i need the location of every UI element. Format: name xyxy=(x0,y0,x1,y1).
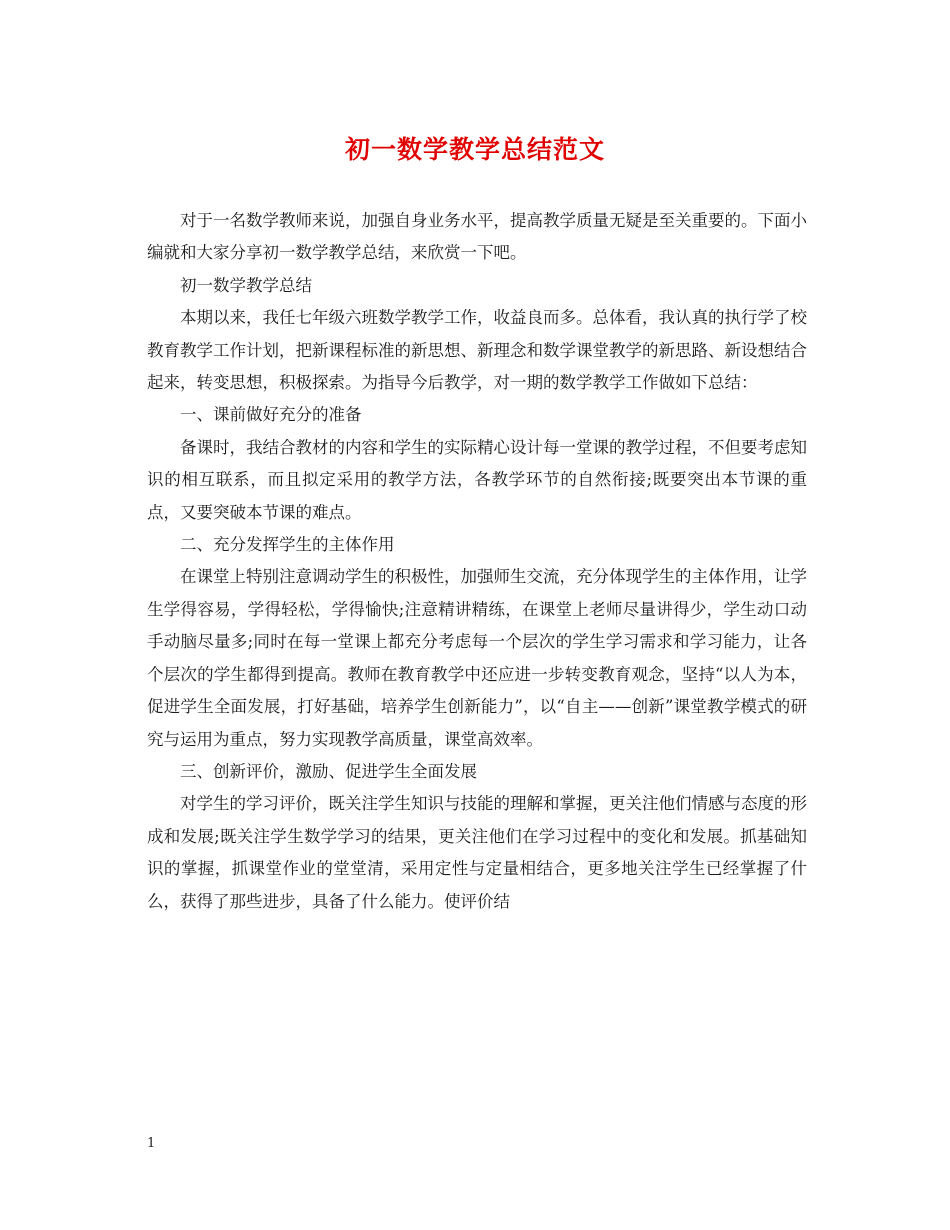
section-heading-1: 一、课前做好充分的准备 xyxy=(180,405,362,425)
document-title: 初一数学教学总结范文 xyxy=(344,135,605,164)
paragraph-section-3: 对学生的学习评价，既关注学生知识与技能的理解和掌握，更关注他们情感与态度的形成和发展;既关注学生数学学习的结果，更关注他们在学习过程中的变化和发展。抓基础知识的掌握，抓课堂作业的堂堂清，采用定性与定量相结合，更多地关注学生已经掌握了什么，获得了那些进步，具备了什么能力。使评价结 xyxy=(147,794,807,911)
section-heading-3: 三、创新评价，激励、促进学生全面发展 xyxy=(180,761,477,781)
document-body xyxy=(147,205,807,918)
paragraph-section-1: 备课时，我结合教材的内容和学生的实际精心设计每一堂课的教学过程，不但要考虑知识的相互联系，而且拟定采用的教学方法，各教学环节的自然衔接;既要突出本节课的重点，又要突破本节课的难点。 xyxy=(147,437,807,522)
page-number: 1 xyxy=(147,1136,156,1151)
paragraph-subtitle: 初一数学教学总结 xyxy=(180,275,312,295)
paragraph-intro: 对于一名数学教师来说，加强自身业务水平，提高教学质量无疑是至关重要的。下面小编就和大家分享初一数学教学总结，来欣赏一下吧。 xyxy=(147,211,807,263)
paragraph-section-2: 在课堂上特别注意调动学生的积极性，加强师生交流，充分体现学生的主体作用，让学生学得容易，学得轻松，学得愉快;注意精讲精练，在课堂上老师尽量讲得少，学生动口动手动脑尽量多;同时在每一堂课上都充分考虑每一个层次的学生学习需求和学习能力，让各个层次的学生都得到提高。教师在教育教学中还应进一步转变教育观念，坚持“以人为本，促进学生全面发展，打好基础，培养学生创新能力”，以“自主——创新”课堂教学模式的研究与运用为重点，努力实现教学高质量，课堂高效率。 xyxy=(147,567,807,749)
section-heading-2: 二、充分发挥学生的主体作用 xyxy=(180,535,395,555)
paragraph-overview: 本期以来，我任七年级六班数学教学工作，收益良而多。总体看，我认真的执行学了校教育教学工作计划，把新课程标准的新思想、新理念和数学课堂教学的新思路、新设想结合起来，转变思想，积极探索。为指导今后教学，对一期的数学教学工作做如下总结： xyxy=(147,308,807,393)
